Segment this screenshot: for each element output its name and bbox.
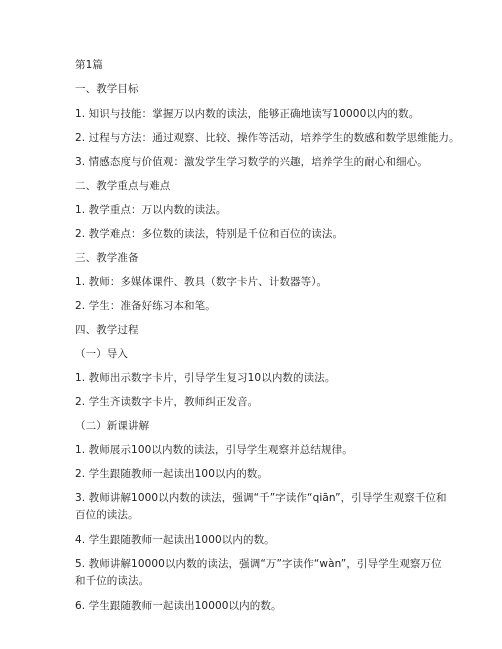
intro-item: 1. 教师出示数字卡片，引导学生复习10以内数的读法。 — [75, 372, 336, 384]
page-label: 第1篇 — [75, 59, 103, 71]
preparation-item: 1. 教师：多媒体课件、教具（数字卡片、计数器等）。 — [75, 276, 328, 288]
section-heading-preparation: 三、教学准备 — [75, 252, 139, 264]
section-heading-objectives: 一、教学目标 — [75, 83, 139, 95]
lesson-item: 6. 学生跟随教师一起读出10000以内的数。 — [75, 600, 282, 612]
preparation-item: 2. 学生：准备好练习本和笔。 — [75, 300, 216, 312]
objective-item: 3. 情感态度与价值观：激发学生学习数学的兴趣，培养学生的耐心和细心。 — [75, 156, 428, 168]
lesson-item: 3. 教师讲解1000以内数的读法，强调“千”字读作“qiān”，引导学生观察千位和百位的读法。 — [75, 492, 447, 521]
focus-item: 2. 教学难点：多位数的读法，特别是千位和百位的读法。 — [75, 228, 344, 240]
objective-item: 2. 过程与方法：通过观察、比较、操作等活动，培养学生的数感和数学思维能力。 — [75, 132, 460, 144]
section-heading-focus: 二、教学重点与难点 — [75, 180, 171, 192]
focus-item: 1. 教学重点：万以内数的读法。 — [75, 204, 227, 216]
subsection-heading-new-lesson: （二）新课讲解 — [75, 420, 150, 432]
subsection-heading-intro: （一）导入 — [75, 348, 128, 360]
lesson-item: 5. 教师讲解10000以内数的读法，强调“万”字读作“wàn”，引导学生观察万位和千位的读法。 — [75, 558, 442, 587]
lesson-item: 2. 学生跟随教师一起读出100以内的数。 — [75, 468, 268, 480]
section-heading-process: 四、教学过程 — [75, 324, 139, 336]
lesson-item: 1. 教师展示100以内数的读法，引导学生观察并总结规律。 — [75, 444, 353, 456]
objective-item: 1. 知识与技能：掌握万以内数的读法，能够正确地读写10000以内的数。 — [75, 108, 420, 120]
lesson-item: 4. 学生跟随教师一起读出1000以内的数。 — [75, 534, 275, 546]
intro-item: 2. 学生齐读数字卡片，教师纠正发音。 — [75, 396, 259, 408]
